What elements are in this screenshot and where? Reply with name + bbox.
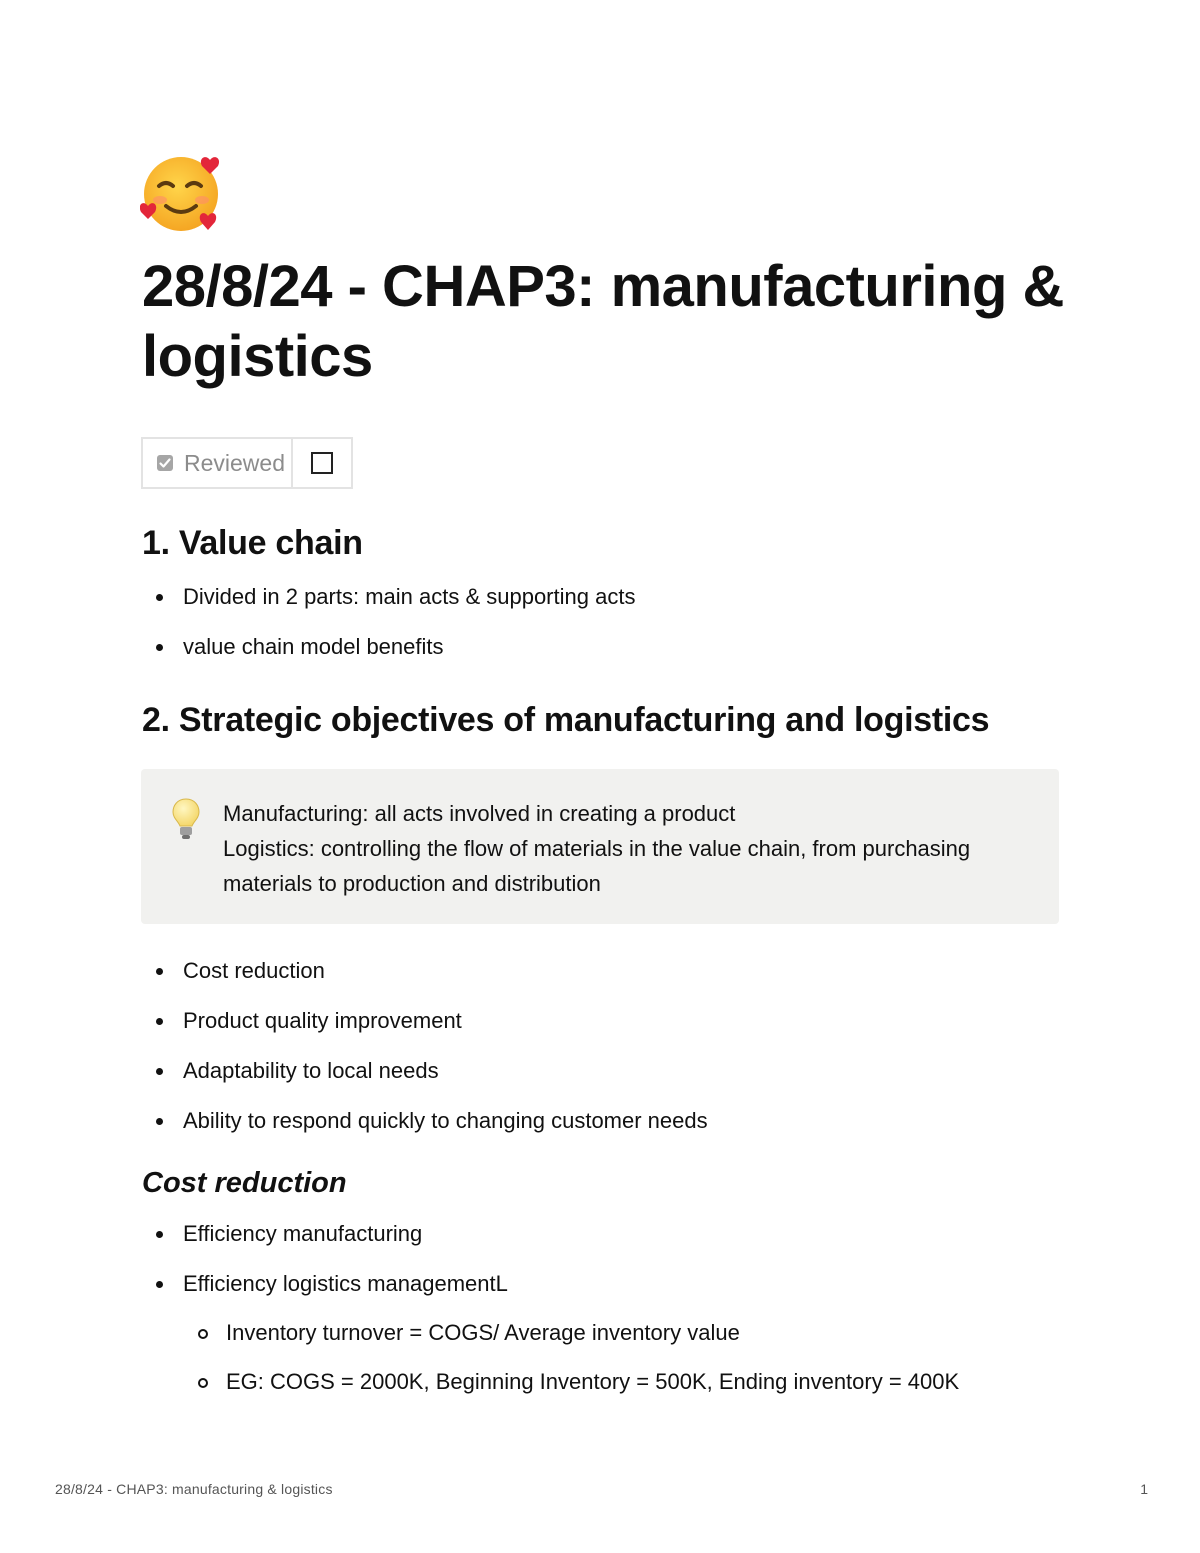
list-item: Ability to respond quickly to changing customer needs xyxy=(142,1106,708,1156)
list-item: Efficiency logistics managementL xyxy=(142,1269,508,1319)
callout-line-manufacturing: Manufacturing: all acts involved in creating a product xyxy=(223,801,736,826)
list-item: Adaptability to local needs xyxy=(142,1056,708,1106)
callout xyxy=(141,769,1059,924)
list-item: Product quality improvement xyxy=(142,1006,708,1056)
property-value-reviewed[interactable] xyxy=(293,439,351,487)
light-bulb-icon xyxy=(171,797,201,841)
sub-list-item: Inventory turnover = COGS/ Average inventory value xyxy=(142,1318,959,1367)
heading-value-chain: 1. Value chain xyxy=(142,524,363,562)
checkbox-property-icon xyxy=(156,454,174,472)
sub-list-item: EG: COGS = 2000K, Beginning Inventory = 500K, Ending inventory = 400K xyxy=(142,1367,959,1416)
heading-strategic-objectives: 2. Strategic objectives of manufacturing and logistics xyxy=(142,701,990,739)
cost-reduction-list xyxy=(142,1219,508,1319)
list-item: Efficiency manufacturing xyxy=(142,1219,508,1269)
list-item: Cost reduction xyxy=(142,956,708,1006)
strategic-objectives-list xyxy=(142,956,708,1156)
footer-title: 28/8/24 - CHAP3: manufacturing & logistics xyxy=(55,1481,333,1497)
list-item: value chain model benefits xyxy=(142,632,635,682)
property-row-reviewed xyxy=(141,437,353,489)
value-chain-list xyxy=(142,582,635,682)
heading-cost-reduction: Cost reduction xyxy=(142,1167,347,1199)
page-title: 28/8/24 - CHAP3: manufacturing & logistics xyxy=(142,254,1064,389)
property-name-reviewed[interactable] xyxy=(143,439,293,487)
reviewed-checkbox[interactable] xyxy=(311,452,333,474)
logistics-sublist xyxy=(142,1318,959,1416)
list-item: Divided in 2 parts: main acts & supporting acts xyxy=(142,582,635,632)
page-number: 1 xyxy=(1140,1481,1148,1497)
smiling-face-with-hearts-icon xyxy=(140,154,226,236)
callout-line-logistics: Logistics: controlling the flow of materials in the value chain, from purchasing materials to production and distribution xyxy=(223,836,971,896)
property-label: Reviewed xyxy=(184,449,285,476)
